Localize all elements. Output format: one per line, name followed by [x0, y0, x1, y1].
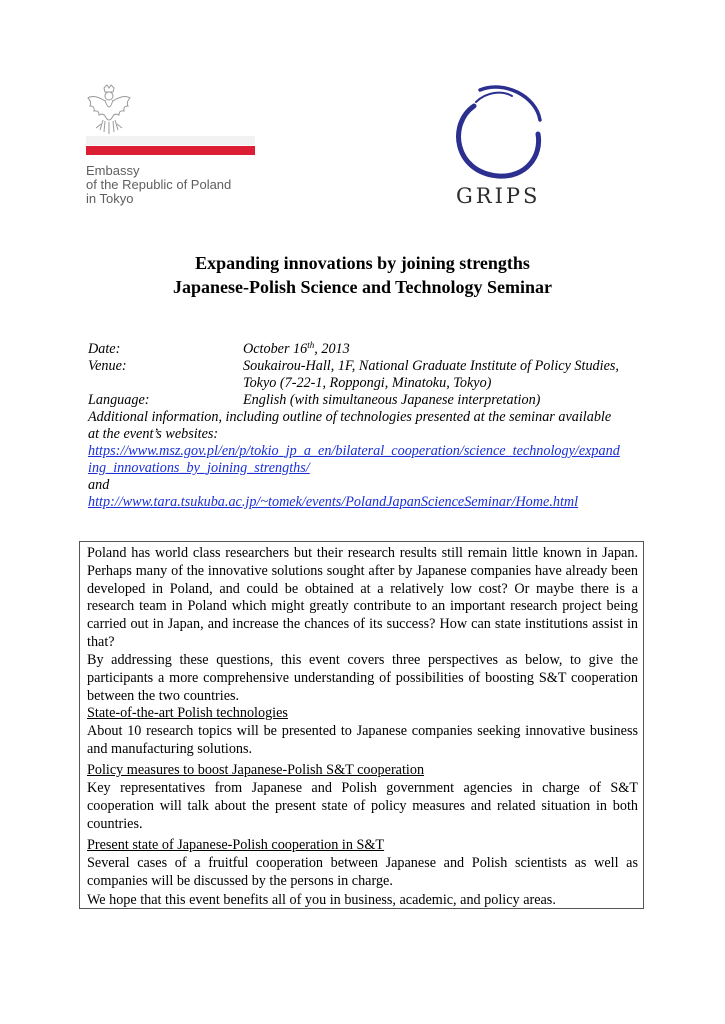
seminar-title: Expanding innovations by joining strengths — [195, 253, 530, 273]
additional-info-line-2: at the event’s websites: — [88, 426, 219, 442]
date-year: , 2013 — [314, 341, 350, 357]
date-label: Date: — [88, 341, 121, 357]
flag-stripe-red — [86, 146, 255, 155]
polish-eagle-emblem-icon — [86, 84, 132, 136]
closing-paragraph: We hope that this event benefits all of you in business, academic, and policy areas. — [87, 892, 556, 908]
embassy-name-line-1: Embassy — [86, 163, 140, 178]
embassy-name-line-3: in Tokyo — [86, 191, 134, 206]
grips-logo-text: GRIPS — [456, 184, 541, 208]
intro-paragraph: Poland has world class researchers but their research results still remain little known in Japan. Perhaps many of the innovative solutions sought after by Japanese companies have already been developed in Poland, and could be obtained at a relatively low cost? Or maybe there is a research team in Poland which might greatly contribute to an important research project being carried out in Japan, and increase the chances of its success? How can state institutions assist in that? — [87, 545, 638, 650]
venue-line-2: Tokyo (7-22-1, Roppongi, Minatoku, Tokyo) — [243, 375, 492, 391]
embassy-name-line-2: of the Republic of Poland — [86, 177, 232, 192]
section-text-technologies: About 10 research topics will be presented to Japanese companies seeking innovative business and manufacturing solutions. — [87, 723, 638, 757]
perspectives-paragraph: By addressing these questions, this event covers three perspectives as below, to give the participants a more comprehensive understanding of possibilities of boosting S&T cooperation between the two countries. — [87, 652, 638, 704]
section-heading-technologies: State-of-the-art Polish technologies — [87, 705, 288, 721]
venue-line-1: Soukairou-Hall, 1F, National Graduate Institute of Policy Studies, — [243, 358, 619, 374]
and-text: and — [88, 477, 110, 493]
date-main: October 16 — [243, 341, 308, 357]
grips-logo-swirl-icon — [446, 84, 546, 184]
language-value: English (with simultaneous Japanese interpretation) — [243, 392, 541, 408]
section-heading-cooperation: Present state of Japanese-Polish cooperation in S&T — [87, 837, 385, 853]
section-text-cooperation: Several cases of a fruitful cooperation between Japanese and Polish scientists as well as companies will be discussed by the persons in charge. — [87, 855, 638, 889]
seminar-subtitle: Japanese-Polish Science and Technology Seminar — [172, 277, 553, 297]
additional-info-line-1: Additional information, including outline of technologies presented at the seminar available — [88, 409, 612, 425]
msz-link-line-1[interactable]: https://www.msz.gov.pl/en/p/tokio_jp_a_en/bilateral_cooperation/science_technology/expand — [88, 443, 620, 459]
date-value — [243, 341, 350, 358]
language-label: Language: — [88, 392, 150, 408]
venue-label: Venue: — [88, 358, 127, 374]
section-heading-policy: Policy measures to boost Japanese-Polish S&T cooperation — [87, 762, 425, 778]
tsukuba-link[interactable]: http://www.tara.tsukuba.ac.jp/~tomek/events/PolandJapanScienceSeminar/Home.html — [88, 494, 579, 510]
flag-stripe-white — [86, 136, 255, 145]
date-ordinal: th — [307, 340, 315, 350]
section-text-policy: Key representatives from Japanese and Polish government agencies in charge of S&T cooperation will talk about the present state of policy measures and related situation in both countries. — [87, 780, 638, 832]
msz-link-line-2[interactable]: ing_innovations_by_joining_strengths/ — [88, 460, 310, 476]
